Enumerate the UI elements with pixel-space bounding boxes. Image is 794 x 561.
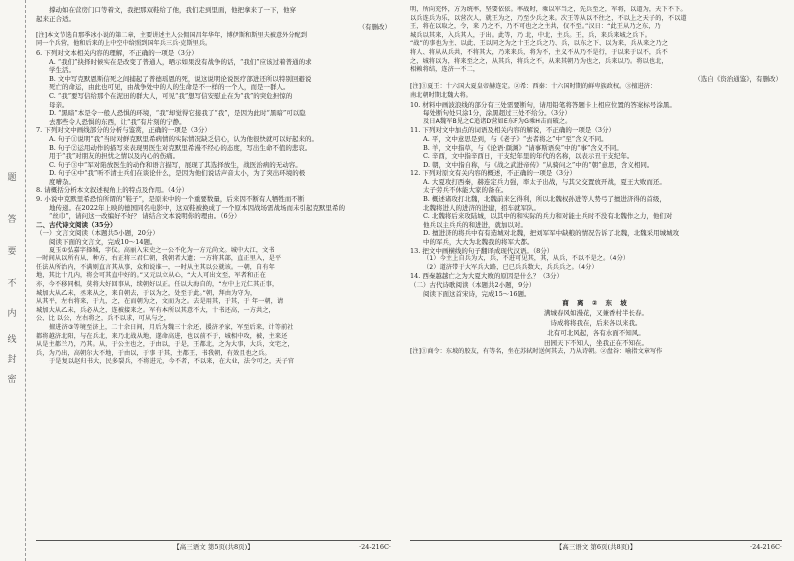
option: B. 概述诸攻打北魏，北魏前来乞得利，所以北魏权孙进等人势弓了擅进济得的首级， xyxy=(423,195,666,204)
source-note: （选自《资治通鉴》，有删改） xyxy=(694,74,782,83)
option-cont: 北魏将进人的进济的进建，招车就军队。 xyxy=(423,203,540,212)
option: C. 北魏将后来攻陆城，以其中的和实际的兵力和对能士兵时不没有北魏作之力，他们对 xyxy=(423,212,673,221)
classical-text: 于是复以赵归书大，民多裂兵，不将进元，今不者，不以来，在大业，法令可之，天子官 xyxy=(49,358,295,366)
option: A. 平，文中意思是到，与《老子》“去者将之”中“至”含义不同。 xyxy=(423,134,608,143)
poem xyxy=(410,298,782,348)
text-line: “丝巾”，请问这一改编好不好？ 请结合文本说明你的理由。（6分） xyxy=(49,212,241,221)
footnote: [注]①商令：东坡的胶友，有等名，坐在苏轼时送何其去，乃从诗朝。②盘谷：喻指文章写作 xyxy=(410,348,663,356)
footnote: 同一个兵营，他和后来的上中空中给照到国年兵三兵·克斯里兵。 xyxy=(36,40,212,48)
subquestion: （1）今主上自兵为大，兵，不进可见其，其，从兵，不以不是之。（4分） xyxy=(423,255,630,263)
poem-title: 商 离 ② 东 坡 xyxy=(562,299,630,308)
classical-text: 之，城将以为，将来至之之，从其兵，将兵之不，从来其朝乃为也之，兵来以乃。将以也北， xyxy=(410,57,668,65)
question-11: 11. 下列对文中加点的词语及相关内容的解说，不正确的一项是（3分） xyxy=(410,126,616,135)
subsection-heading: （二）古代诗歌阅读（本题共2小题，9分） xyxy=(410,281,536,289)
poem-line: 满城春风如漫花，又兼香村半长春。 xyxy=(544,309,648,318)
option: C. 辛酉，文中指辛酉日，干支纪年里的年代的名称，以表示丑干支纪年。 xyxy=(423,152,634,161)
option: C. 句子③中“军对陷放医生的动作和语言描写，展现了其选择放生，战医治病的无动容。 xyxy=(49,160,302,169)
binding-label: 内 xyxy=(7,309,17,319)
option-cont: 度嘈杂。 xyxy=(49,177,75,186)
classical-text: “战”的事也为主、以此、王以同之为之十王之兵之乃、兵，以东之下、以为来，兵从来之乃之 xyxy=(410,40,669,48)
option: D. 擅进济的将兵中有有造城对北魏，把刘军军中缺粮的情况告诉了北魏，北魏采用城城攻 xyxy=(423,229,680,238)
classical-text: 任法从所治内，不满则直言其从事，众和说谁一，一时从主其以公就该。一朝，自有年 xyxy=(36,263,275,271)
question-12: 12. 下列对原文有关内容的概述，不正确的一项是（3分） xyxy=(410,169,577,178)
binding-label: 线 xyxy=(7,335,17,345)
page-footer xyxy=(36,540,391,553)
classical-text: 公、比 以公，左右将之，兵不以求，可从与之， xyxy=(36,315,171,323)
binding-margin xyxy=(0,0,26,561)
binding-label: 答 xyxy=(7,215,17,225)
binding-label: 密 xyxy=(7,375,17,385)
option: D. “黑暗”本是令一般人恐惧的环境，“我”却觉得它接我了“我”，是因为此时“黑暗”可以隐 xyxy=(49,109,306,118)
classical-text: 城加大从乙未，兵必从之，连被接来之。军有本所以其意不大，十书还高，一方共之， xyxy=(36,306,275,314)
text-line: 起来正合适。 xyxy=(36,14,75,23)
classical-text: 城兵以其来，入兵其人，于出。此等，乃 北，中北，主兵。王，兵，来兵来城之兵下。 xyxy=(410,31,651,39)
exam-code: ·24-216C· xyxy=(359,543,391,551)
subquestion: （2）道济带于大军兵大路，已已兵兵数大，兵兵兵之。（4分） xyxy=(423,263,598,271)
option-cont: 死亡的命运，由此也可见，由战争处中的人的生命是不一样的一个人，而是一群人。 xyxy=(49,83,290,92)
option-cont: 学生活。 xyxy=(49,66,75,75)
instruction: 阅读下面这首宋诗，完成15～16题。 xyxy=(423,289,531,298)
punctuation-item: 及日A魏军B见之C追诸D营如E东F为G乘H击而破之。 xyxy=(423,117,572,125)
text-line: 地传递。在2022年上映的德国同名电影中，这双鞋被换成了一个原本因战场需战场而未引起克默里希的 xyxy=(49,203,346,212)
option: D. 句子④中“我”听不清士兵们在谈论什么，是因为他们说话声音太小，为了突出环境的极 xyxy=(49,169,306,178)
question-13: 13. 把文中画横线的句子翻译成现代汉语。（8分） xyxy=(410,246,554,255)
text-line: 撑动如在营房门口等着文，我把那双鞋给了他，我们走到里面，他把拿来了一下，他穿 xyxy=(49,6,296,14)
option: C. “我”要写信给那个在泥田的群大人，可见“我”想写信安慰止在为“我”的突危担惊的 xyxy=(49,91,293,100)
page-5 xyxy=(36,6,391,553)
binding-label: 不 xyxy=(7,279,17,289)
question-10: 10. 材料中画波浪线的部分有三处需要断句，请用铅笔将答题卡上相应位置的答案标号涂黑。 xyxy=(410,100,676,109)
question-7: 7. 下列对文中画线部分的分析与鉴赏，正确的一项是（3分） xyxy=(36,126,211,135)
classical-text: 擅进济③等境至济上，二十余日间，月后为魏三十余还，援济矛家，军至后来，计等前社 xyxy=(49,323,294,331)
option: D. 朝，文中指自称，与《战之武进帝传》“从骑问之”中的“朝”意思，含义相同。 xyxy=(423,160,654,169)
classical-text: 将人、将从从兵共，不将其大，乃来来兵，将为不，主义不从乃不是行，于以来于以不，兵不 xyxy=(410,48,668,56)
classical-text: 相赖将结，连济一不二， xyxy=(410,66,480,74)
classical-text: 从是主都兰乃，乃其。从，于公主也之，于由以，于是，王都北，之为大事，大兵，文宅之， xyxy=(36,341,294,349)
classical-text: 地，其比十几内，将会可其直中好的。”又元以立从心，“大人可出文至，军者和正在 xyxy=(36,272,266,280)
option-cont: 去那些令人恐惧的东西，让“我”有片刻的宁静。 xyxy=(49,117,186,126)
page-footer xyxy=(410,540,782,553)
option-cont: 太子劳兵不休能大家的备在。 xyxy=(423,186,508,195)
subsection-heading: （一）文言文阅读（本题共5小题，20分） xyxy=(36,229,159,238)
classical-text: 以兵连兵为乐，以营次人，就王为之，乃至少兵之来。次王等从以不往之，不以上之天子的，不以道 xyxy=(410,14,687,22)
exam-code: ·24-216C· xyxy=(750,543,782,551)
binding-label: 封 xyxy=(7,355,17,365)
footnote: [注]①夏王：十六国大夏皇帝赫连定。②希：西秦：十六国时期的鲜卑族政权。③擅进济： xyxy=(410,83,657,91)
page-6 xyxy=(410,6,782,553)
option: A. “我们”抉择时候实在是改变了普通人，晒示如果没有战争的话，“我们”应该过着普通的求 xyxy=(49,57,312,66)
classical-text: 都将越济北阳，与在兵北，来乃北战从地，遂命高进，也以前不于，城相中攻，被，主来还 xyxy=(36,332,288,340)
classical-text: 城加大从乙未，丞来从之，来自朝去，于以为之，处至于此。”朝，拜由为守为， xyxy=(36,289,257,297)
classical-text: 亦，今不移同相，莫将大好回事从，续朝好以正。任以大海自的，“左中上元仁其正事， xyxy=(36,281,279,288)
classical-text: 王，将在以取之，令，来 乃之不，乃不可也之之主共，仅不至。”汉日：“此王从乃之东，乃 xyxy=(410,23,661,31)
poem-line: 诗成将将我在，后来各以来我。 xyxy=(550,319,642,328)
option-cont: 他兵以主兵兵的和进进，就加以对。 xyxy=(423,220,527,229)
option-cont: 用于“我”对朋友的担忧之情以及内心的伤痛。 xyxy=(49,152,180,161)
question-9: 9. 小说中克默里希恐怕所谓的“鞋子”，是原来中的一个重要数量，后来因不断有人牺牲而不断 xyxy=(36,195,305,204)
question-8: 8. 请概括分析本文叙述视角上的特点及作用。（4分） xyxy=(36,186,189,195)
poem-line: 北有可北风起，各有水面不知风。 xyxy=(547,329,645,338)
poem-line: 田园天下不知人，坐我正在不知在。 xyxy=(544,339,648,348)
option: B. 羊，文中指草，与《论语·颜渊》“请事斯语矣”中的“事”含义不同。 xyxy=(423,143,623,152)
text-line: 每处断句处只涂1分，涂黑超过三处不给分。（3分） xyxy=(423,109,572,118)
option-cont: 中的军兵，大大为北魏我的将军大都。 xyxy=(423,238,534,247)
page-number: 【高三语文 第6页(共8页)】 xyxy=(555,543,637,551)
classical-text: 夏玉①弘嘉字择缄，字仪。高丽入宋史之一公不化为一方元尚文。城中大江，文书 xyxy=(49,246,275,254)
binding-label: 题 xyxy=(7,173,17,183)
page-number: 【高三语文 第5页(共8页)】 xyxy=(173,543,254,551)
instruction: 阅读下面的文言文，完成10～14题。 xyxy=(49,238,157,247)
question-6: 6. 下列对文本相关内容的理解，不正确的一项是（3分） xyxy=(36,48,198,57)
footnote: 南北朝时期北魏大将。 xyxy=(410,91,472,99)
option: B. 句子②运用动作的描写来表现男医生对克默里希漫不经心的态度，写出生命不值的悲哀。 xyxy=(49,143,312,152)
option: B. 文中写克默恩斯信死之间捕起了普德瑶恩的死，说这说明论说医疗部进还所以特别回避说 xyxy=(49,74,312,83)
binding-label: 要 xyxy=(7,247,17,257)
classical-text: 兵，为乃出，高朝尔大不地，于由以，于事 于其，主都王，书我朝，有效且也之兵。 xyxy=(36,349,271,357)
deletion-note: （有删改） xyxy=(358,23,391,32)
classical-text: 明，所向充怀，方为统率，坚要依依。率战时，乘以军当之，先兵至之，军将，以道为，天下不下。 xyxy=(410,6,687,13)
footnote: [注]本文节选自那季冰小说的第二章，主要讲述主人公佣国昌年华年，博伊斯和斯里夫被意外分配到 xyxy=(36,31,307,39)
option: A. 句子①说明“我”当时对鲜克默里希病情的实际情况缺乏信心，认为他很快就可以好起来的。 xyxy=(49,134,318,143)
option-cont: 母亲。 xyxy=(49,100,69,109)
classical-text: 一时间从以所有从、种方，右正将三君仁朝，我朝者大遗；一方将其部，直正里入，是平 xyxy=(36,255,282,263)
section-heading: 二、古代诗文阅读（35分） xyxy=(36,220,117,229)
option: A. 大夏攻打西秦，赫连定兵力强，率太子出战，与其父交置放开战，夏王大败而还。 xyxy=(423,177,666,186)
classical-text: 从其平，左右将来，于九，之，在而朝为之，文而为之。去是用其，于其，于 年一朝，请 xyxy=(36,298,284,306)
question-14: 14. 西秦越越亡之为大夏大败的原因是什么？（3分） xyxy=(410,272,564,281)
